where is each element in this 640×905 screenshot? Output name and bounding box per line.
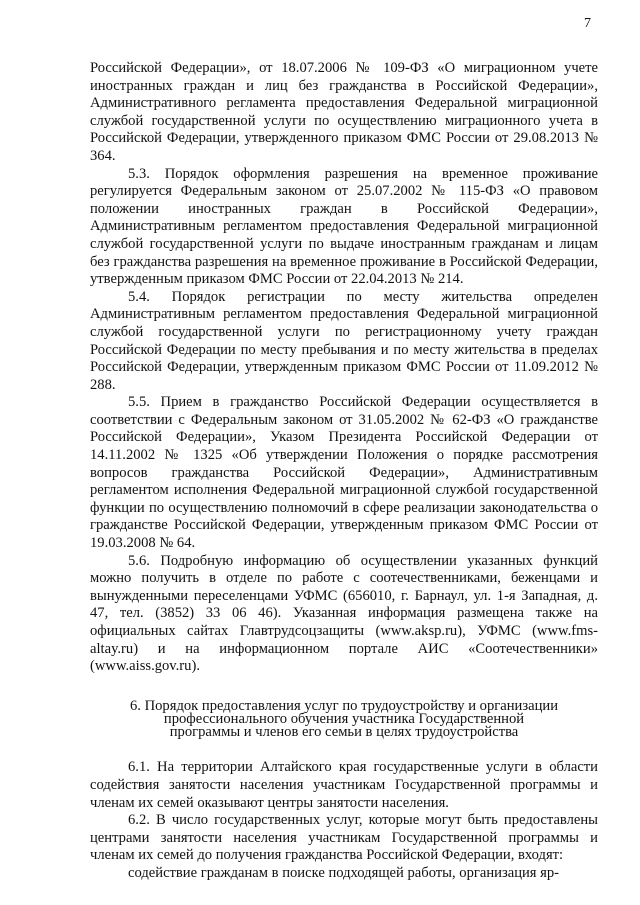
document-body: [90, 60, 598, 883]
paragraph-6-2: 6.2. В число государственных услуг, которые могут быть предоставлены центрами занятости населения участникам Государственной программы и членам их семей до получения гражданства Российской Федерации, входят:: [90, 812, 598, 864]
paragraph-5-6: 5.6. Подробную информацию об осуществлении указанных функций можно получить в отделе по работе с соотечественниками, беженцами и вынужденными переселенцами УФМС (656010, г. Барнаул, ул. 1-я Западная, д. 47, тел. (3852) 33 06 46). Указанная информация размещена также на официальных сайтах Главтрудсоцзащиты (www.aksp.ru), УФМС (www.fms-altay.ru) и на информационном портале АИС «Соотечественники» (www.aiss.gov.ru).: [90, 552, 598, 675]
section-6-heading: 6. Порядок предоставления услуг по трудоустройству и организации профессионального обучения участника Государственной программы и членов его семьи в целях трудоустройства: [130, 697, 559, 741]
paragraph-6-2-item: содействие гражданам в поиске подходящей работы, организация яр-: [128, 864, 560, 881]
paragraph-intro: Российской Федерации», от 18.07.2006 № 109-ФЗ «О миграционном учете иностранных граждан и лиц без гражданства в Российской Федерации», Административного регламента предоставления Федеральной миграционной службой государственной услуги по осуществлению миграционного учета в Российской Федерации, утвержденного приказом ФМС России от 29.08.2013 № 364.: [90, 60, 598, 164]
paragraph-6-1: 6.1. На территории Алтайского края государственные услуги в области содействия занятости населения участникам Государственной программы и членам их семей оказывают центры занятости населения.: [90, 759, 598, 811]
paragraph-5-4: 5.4. Порядок регистрации по месту жительства определен Административным регламентом предоставления Федеральной миграционной службой государственной услуги по регистрационному учету граждан Российской Федерации по месту пребывания и по месту жительства в пределах Российской Федерации, утвержденным приказом ФМС России от 11.09.2012 № 288.: [90, 288, 598, 393]
paragraph-5-5: 5.5. Прием в гражданство Российской Федерации осуществляется в соответствии с Федеральным законом от 31.05.2002 № 62-ФЗ «О гражданстве Российской Федерации», Указом Президента Российской Федерации от 14.11.2002 № 1325 «Об утверждении Положения о порядке рассмотрения вопросов гражданства Российской Федерации», Административным регламентом исполнения Федеральной миграционной службой государственной функции по осуществлению полномочий в сфере реализации законодательства о гражданстве Российской Федерации, утвержденным приказом ФМС России от 19.03.2008 № 64.: [90, 394, 598, 552]
page-number: 7: [584, 16, 591, 31]
paragraph-5-3: 5.3. Порядок оформления разрешения на временное проживание регулируется Федеральным законом от 25.07.2002 № 115-ФЗ «О правовом положении иностранных граждан в Российской Федерации», Административным регламентом предоставления Федеральной миграционной службой государственной услуги по выдаче иностранным гражданам и лицам без гражданства разрешения на временное проживание в Российской Федерации, утвержденным приказом ФМС России от 22.04.2013 № 214.: [90, 165, 598, 288]
